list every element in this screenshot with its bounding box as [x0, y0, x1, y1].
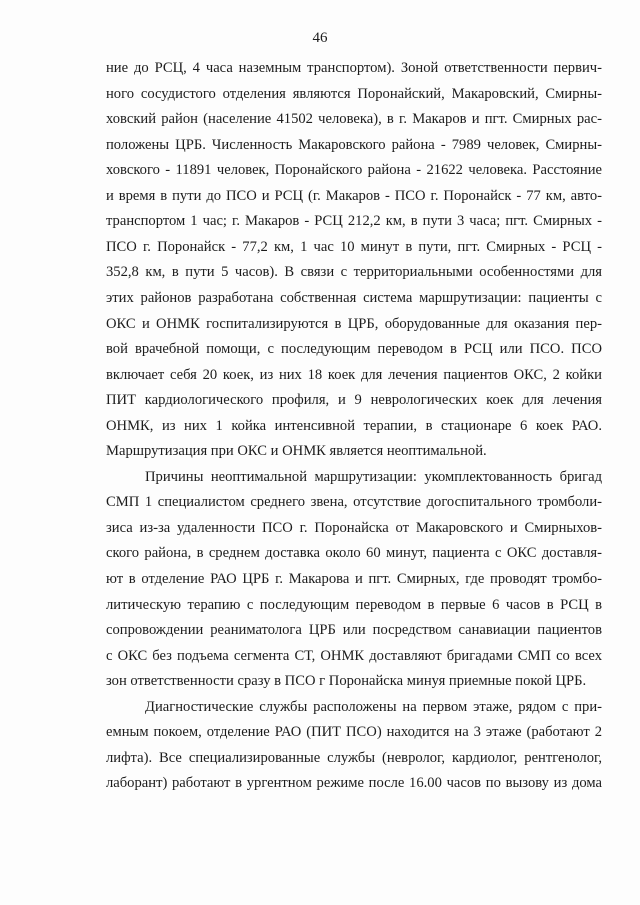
text-line: лифта). Все специализированные службы (невролог, кардиолог, рентгенолог,: [106, 750, 602, 766]
text-line: ского района, в среднем доставка около 60 минут, пациента с ОКС доставля-: [106, 545, 602, 561]
text-line: положены ЦРБ. Численность Макаровского района - 7989 человек, Смирны-: [106, 137, 602, 153]
text-line: СМП 1 специалистом среднего звена, отсутствие догоспитального тромболи-: [106, 494, 602, 510]
text-line: транспортом 1 час; г. Макаров - РСЦ 212,2 км, в пути 3 часа; пгт. Смирных -: [106, 213, 602, 229]
text-line: ховский район (население 41502 человека), в г. Макаров и пгт. Смирных рас-: [106, 111, 602, 127]
text-line: с ОКС без подъема сегмента СТ, ОНМК доставляют бригадами СМП со всех: [106, 648, 602, 664]
text-line: ного сосудистого отделения являются Поронайский, Макаровский, Смирны-: [106, 86, 602, 102]
text-line: ние до РСЦ, 4 часа наземным транспортом). Зоной ответственности первич-: [106, 60, 602, 76]
text-line: литическую терапию с последующим переводом в первые 6 часов в РСЦ в: [106, 597, 602, 613]
text-line: этих районов разработана собственная система маршрутизации: пациенты с: [106, 290, 602, 306]
text-line: Маршрутизация при ОКС и ОНМК является неоптимальной.: [106, 443, 487, 459]
text-line: включает себя 20 коек, из них 18 коек для лечения пациентов ОКС, 2 койки: [106, 367, 602, 383]
text-line: 352,8 км, в пути 5 часов). В связи с территориальными особенностями для: [106, 264, 602, 280]
text-line: ОНМК, из них 1 койка интенсивной терапии, в стационаре 6 коек РАО.: [106, 418, 602, 434]
text-line: ПСО г. Поронайск - 77,2 км, 1 час 10 минут в пути, пгт. Смирных - РСЦ -: [106, 239, 602, 255]
text-line: Причины неоптимальной маршрутизации: укомплектованность бригад: [145, 469, 602, 485]
text-line: лаборант) работают в ургентном режиме после 16.00 часов по вызову из дома: [106, 775, 602, 791]
text-line: зон ответственности сразу в ПСО г Поронайска минуя приемные покой ЦРБ.: [106, 673, 587, 689]
text-line: емным покоем, отделение РАО (ПИТ ПСО) находится на 3 этаже (работают 2: [106, 724, 602, 740]
text-line: зиса из-за удаленности ПСО г. Поронайска от Макаровского и Смирныхов-: [106, 520, 602, 536]
text-line: ПИТ кардиологического профиля, и 9 неврологических коек для лечения: [106, 392, 602, 408]
text-line: Диагностические службы расположены на первом этаже, рядом с при-: [145, 699, 602, 715]
text-line: ОКС и ОНМК госпитализируются в ЦРБ, оборудованные для оказания пер-: [106, 316, 602, 332]
text-line: вой врачебной помощи, с последующим переводом в РСЦ или ПСО. ПСО: [106, 341, 602, 357]
text-line: ховского - 11891 человек, Поронайского района - 21622 человека. Расстояние: [106, 162, 602, 178]
text-line: и время в пути до ПСО и РСЦ (г. Макаров - ПСО г. Поронайск - 77 км, авто-: [106, 188, 602, 204]
text-line: сопровождении реаниматолога ЦРБ или посредством санавиации пациентов: [106, 622, 602, 638]
page-number: 46: [312, 30, 328, 46]
text-line: ют в отделение РАО ЦРБ г. Макарова и пгт. Смирных, где проводят тромбо-: [106, 571, 602, 587]
